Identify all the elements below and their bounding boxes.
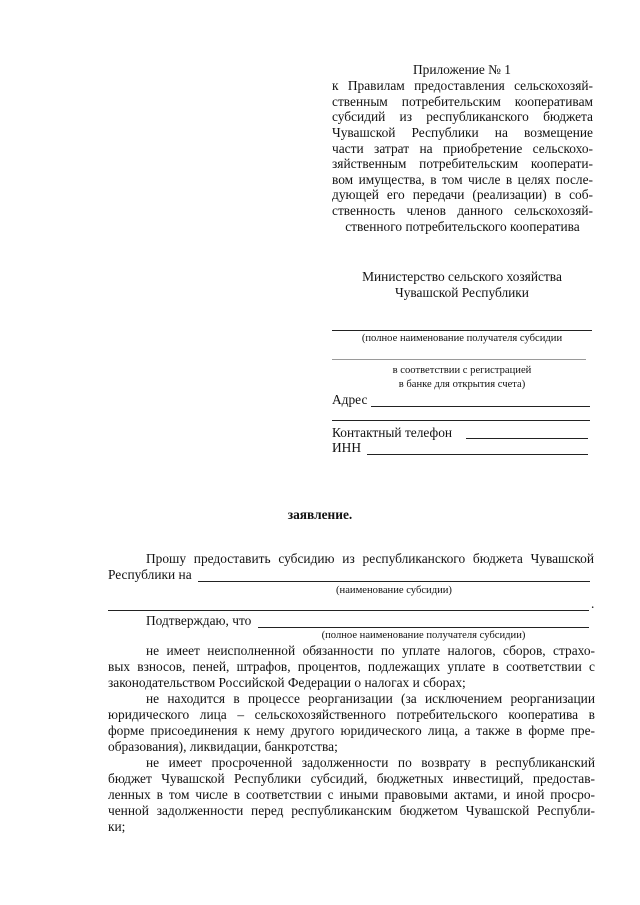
recipient-name-field[interactable]	[332, 330, 592, 331]
address-field[interactable]	[371, 406, 590, 407]
condition-line: бюджет Чувашской Республики субсидий, бюджетных инвестиций, предостав-	[108, 771, 595, 786]
condition-line: образования), ликвидации, банкротства;	[108, 739, 338, 754]
condition-line: ченной задолженности перед республиканским бюджетом Чувашской Республи-	[108, 803, 595, 818]
document-heading: заявление.	[287, 507, 353, 522]
condition-line: юридического лица – сельскохозяйственного потребительского кооператива в	[108, 707, 595, 722]
recipient-caption-2: (полное наименование получателя субсидии)	[321, 630, 526, 641]
request-line: Республики на	[108, 567, 192, 582]
condition-line: ки;	[108, 819, 126, 834]
condition-line: не имеет просроченной задолженности по возврату в республиканский	[146, 755, 595, 770]
appendix-title: Приложение № 1	[412, 62, 512, 77]
inn-label: ИНН	[332, 440, 362, 455]
subsidy-name-field[interactable]	[198, 581, 590, 582]
subsidy-caption: (наименование субсидии)	[336, 585, 452, 596]
appendix-line: зяйственным потребительским кооперати-	[332, 156, 593, 172]
addressee-line: Министерство сельского хозяйства	[362, 269, 562, 284]
recipient-name-field-2[interactable]	[332, 359, 586, 360]
request-line: Прошу предоставить субсидию из республиканского бюджета Чувашской	[146, 551, 594, 566]
appendix-line: Чувашской Республики на возмещение	[332, 125, 593, 140]
recipient-caption: в соответствии с регистрацией	[392, 365, 532, 376]
confirm-label: Подтверждаю, что	[146, 613, 252, 628]
address-field-2[interactable]	[332, 420, 590, 421]
inn-field[interactable]	[367, 454, 588, 455]
line-end-dot: .	[591, 596, 595, 611]
recipient-caption: в банке для открытия счета)	[398, 379, 526, 390]
condition-line: не имеет неисполненной обязанности по уплате налогов, сборов, страхо-	[146, 643, 595, 658]
condition-line: форме присоединения к нему другого юридического лица, а также в форме пре-	[108, 723, 595, 738]
confirm-recipient-field[interactable]	[258, 627, 589, 628]
condition-line: ленных в том числе в соответствии с иными правовыми актами, и иной просро-	[108, 787, 595, 802]
appendix-line: вом имущества, в том числе в целях после-	[332, 171, 593, 187]
appendix-line: к Правилам предоставления сельскохозяй-	[332, 78, 593, 94]
appendix-line: ственного потребительского кооператива	[345, 218, 580, 234]
appendix-line: части затрат на приобретение сельскохо-	[332, 140, 593, 156]
condition-line: не находится в процессе реорганизации (за исключением реорганизации	[146, 691, 595, 706]
appendix-line: дующей его передачи (реализации) в соб-	[332, 187, 593, 203]
phone-label: Контактный телефон	[332, 425, 453, 440]
appendix-line: ственность членов данного сельскохозяй-	[332, 203, 593, 218]
condition-line: законодательством Российской Федерации о налогах и сборах;	[108, 675, 466, 690]
condition-line: вых взносов, пеней, штрафов, процентов, подлежащих уплате в соответствии с	[108, 659, 595, 674]
phone-field[interactable]	[466, 438, 588, 439]
recipient-caption: (полное наименование получателя субсидии	[361, 333, 563, 344]
address-label: Адрес	[332, 392, 368, 407]
subsidy-name-field-2[interactable]	[108, 610, 589, 611]
addressee-line: Чувашской Республики	[395, 285, 529, 300]
appendix-line: субсидий из республиканского бюджета	[332, 109, 593, 125]
appendix-line: ственным потребительским кооперативам	[332, 93, 593, 109]
